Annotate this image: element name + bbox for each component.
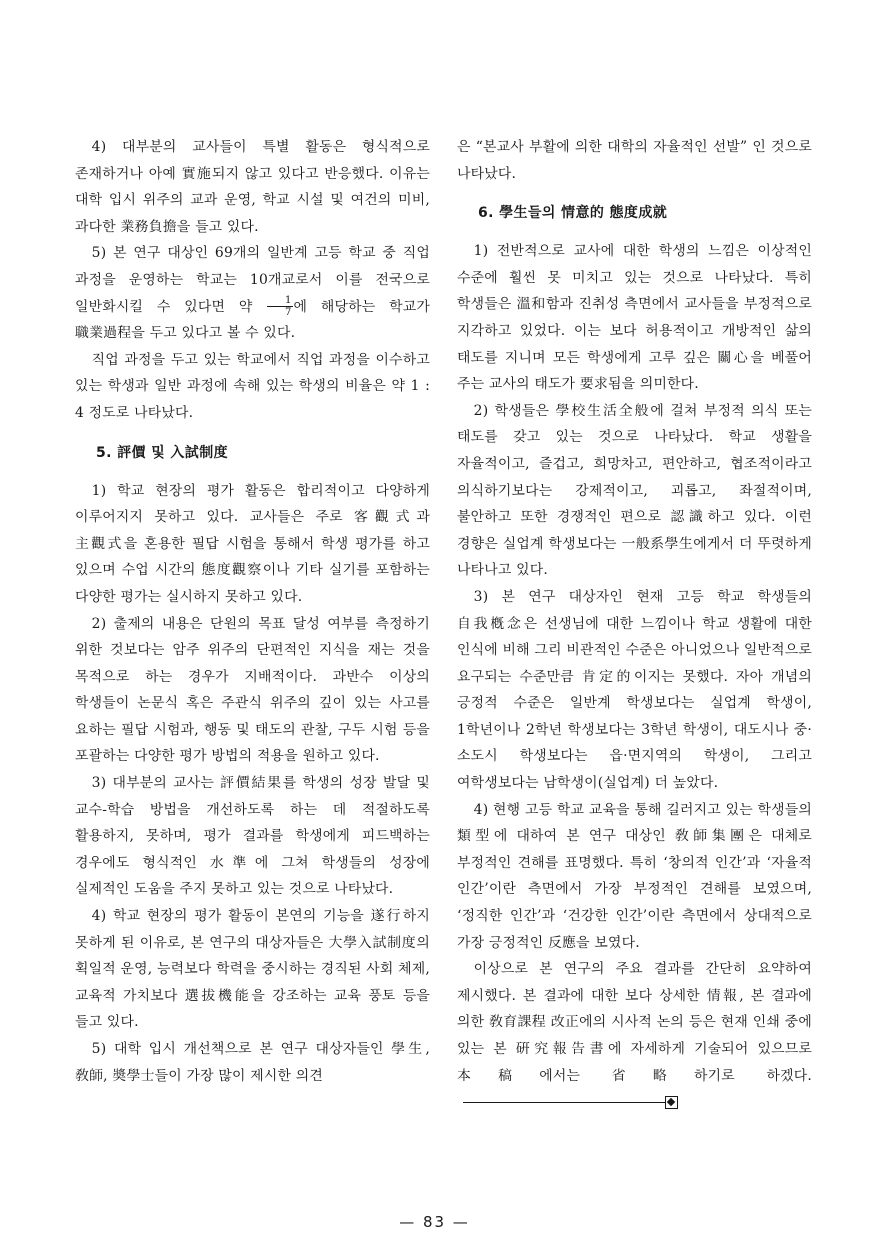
paragraph-summary	[457, 956, 812, 1116]
end-of-article-icon	[665, 1096, 678, 1109]
paragraph-vocational-ratio: 직업 과정을 두고 있는 학교에서 직업 과정을 이수하고 있는 학생과 일반 과정에 속해 있는 학생의 비율은 약 1 : 4 정도로 나타났다.	[75, 351, 430, 421]
fraction-numerator: 1	[267, 295, 292, 307]
right-column	[457, 134, 812, 1116]
paragraph-evaluation-2: 2) 출제의 내용은 단원의 목표 달성 여부를 측정하기 위한 것보다는 암주 위주의 단편적인 지식을 재는 것을 목적으로 하는 경우가 지배적이다. 과반수 이상의 학생들이 논문식 혹은 주관식 위주의 깊이 있는 사고를 요하는 필답 시험과, 행동 및 태도의 관찰, 구두 시험 등을 포괄하는 다양한 평가 방법의 적용을 원하고 있다.	[75, 615, 430, 765]
paragraph-evaluation-5: 5) 대학 입시 개선책으로 본 연구 대상자들인 學生, 敎師, 奬學士들이 가장 많이 제시한 의견	[75, 1041, 430, 1084]
paragraph-continuation: 은 “본교사 부활에 의한 대학의 자율적인 선발” 인 것으로 나타났다.	[457, 139, 812, 182]
paragraph-attitudes-2: 2) 학생들은 學校生活全般에 걸쳐 부정적 의식 또는 태도를 갖고 있는 것으로 나타났다. 학교 생활을 자율적이고, 즐겁고, 희망차고, 편안하고, 협조적이라고 의식하기보다는 강제적이고, 괴롭고, 좌절적이며, 불안하고 또한 경쟁적인 편으로 認識하고 있다. 이런 경향은 실업계 학생보다는 一般系學生에게서 더 뚜렷하게 나타나고 있다.	[457, 402, 812, 579]
left-column	[75, 134, 430, 1089]
paragraph-teacher-activities: 4) 대부분의 교사들이 특별 활동은 형식적으로 존재하거나 아예 實施되지 않고 있다고 반응했다. 이유는 대학 입시 위주의 교과 운영, 학교 시설 및 여건의 미비, 과다한 業務負擔을 들고 있다.	[75, 139, 430, 235]
paragraph-evaluation-3: 3) 대부분의 교사는 評價結果를 학생의 성장 발달 및 교수-학습 방법을 개선하도록 하는 데 적절하도록 활용하지, 못하며, 평가 결과를 학생에게 피드백하는 경우에도 형식적인 水準에 그쳐 학생들의 성장에 실제적인 도움을 주지 못하고 있는 것으로 나타났다.	[75, 775, 430, 898]
paragraph-evaluation-1: 1) 학교 현장의 평가 활동은 합리적이고 다양하게 이루어지지 못하고 있다. 교사들은 주로 客觀式과 主觀式을 혼용한 필답 시험을 통해서 학생 평가를 하고 있으며 수업 시간의 態度觀察이나 기타 실기를 포함하는 다양한 평가는 실시하지 못하고 있다.	[75, 482, 430, 605]
end-rule	[463, 1102, 665, 1103]
paragraph-evaluation-4: 4) 학교 현장의 평가 활동이 본연의 기능을 遂行하지 못하게 된 이유로, 본 연구의 대상자들은 大學入試制度의 획일적 운영, 능력보다 학력을 중시하는 경직된 사회 체제, 교육적 가치보다 選拔機能을 강조하는 교육 풍토 등을 들고 있다.	[75, 908, 430, 1031]
paragraph-vocational-schools	[75, 240, 430, 346]
page-number: — 83 —	[399, 1213, 470, 1231]
paragraph-text: 5) 본 연구 대상인 69개의 일반계 고등 학교 중 직업 과정을 운영하는 학교는 10개교로서 이를 전국으로 일반화시킬 수 있다면 약	[75, 245, 430, 315]
paragraph-attitudes-3: 3) 본 연구 대상자인 현재 고등 학교 학생들의 自我槪念은 선생님에 대한 느낌이나 학교 생활에 대한 인식에 비해 그리 비관적인 수준은 아니었으나 일반적으로 요구되는 수준만큼 肯定的이지는 못했다. 자아 개념의 긍정적 수준은 일반계 학생보다는 실업계 학생이, 1학년이나 2학년 학생보다는 3학년 학생이, 대도시나 중·소도시 학생보다는 읍·면지역의 학생이, 그리고 여학생보다는 남학생이(실업계) 더 높았다.	[457, 588, 812, 792]
paragraph-attitudes-1: 1) 전반적으로 교사에 대한 학생의 느낌은 이상적인 수준에 훨씬 못 미치고 있는 것으로 나타났다. 특히 학생들은 溫和함과 진취성 측면에서 교사들을 부정적으로 지각하고 있었다. 이는 보다 허용적이고 개방적인 삶의 태도를 지니며 모든 학생에게 고루 깊은 關心을 베풀어 주는 교사의 태도가 要求됨을 의미한다.	[457, 243, 812, 393]
paragraph-attitudes-4: 4) 현행 고등 학교 교육을 통해 길러지고 있는 학생들의 類型에 대하여 본 연구 대상인 敎師集團은 대체로 부정적인 견해를 표명했다. 특히 ‘창의적 인간’과 ‘자율적 인간’이란 측면에서 가장 부정적인 견해를 보였으며, ‘정직한 인간’과 ‘건강한 인간’이란 측면에서 상대적으로 가장 긍정적인 反應을 보였다.	[457, 801, 812, 951]
section-heading-attitudes: 6. 學生들의 情意的 態度成就	[478, 205, 668, 222]
section-heading-evaluation: 5. 評價 및 入試制度	[96, 444, 229, 461]
paragraph-text: 이상으로 본 연구의 주요 결과를 간단히 요약하여 제시했다. 본 결과에 대한 보다 상세한 情報, 본 결과에 의한 敎育課程 改正에의 시사적 논의 등은 현재 인쇄 중에 있는 본 硏究報告書에 자세하게 기술되어 있으므로 本稿에서는 省略하기로 하겠다.	[457, 961, 812, 1084]
fraction	[267, 295, 292, 318]
fraction-denominator: 7	[284, 307, 292, 319]
paragraph-text: 에 해당하는 학교가 職業過程을 두고 있다고 볼 수 있다.	[75, 298, 431, 342]
